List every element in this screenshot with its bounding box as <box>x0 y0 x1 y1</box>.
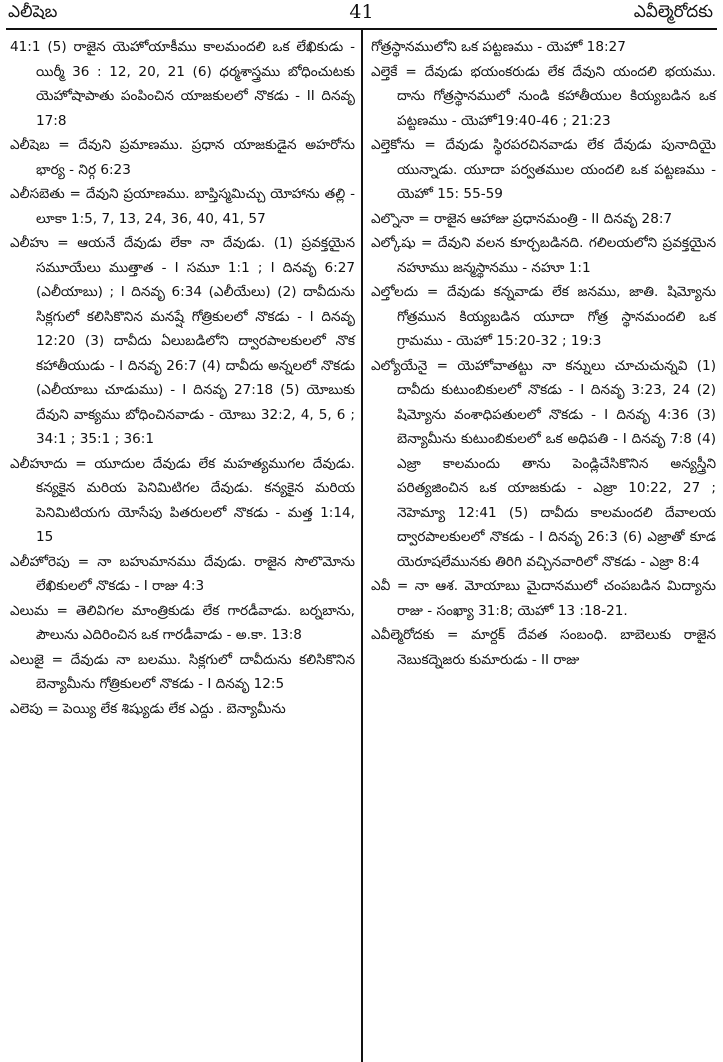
entry-eltolad: ఎల్తోలదు = దేవుడు కన్నవాడు లేక జనము, జాతి. షిమ్యోను గోత్రమున కియ్యబడిన యూదా గోత్ర స్థానమందలి ఒక గ్రామము - యెహో 15:20-32 ; 19:3 <box>371 284 716 349</box>
entry-eliud: ఎలీహూదు = యూదుల దేవుడు లేక మహత్యముగల దేవుడు. కన్యకైన మరియ పెనిమిటిగల దేవుడు. కన్యకైన మరియ పెనిమిటియగు యోసేపు పితరులలో నొకడు - మత్త 1:14, 15 <box>10 455 355 545</box>
entry-eleph: ఎలెపు = పెయ్యి లేక శిష్యుడు లేక ఎద్దు . బెన్యామీను <box>10 700 286 717</box>
entry-elihu: ఎలీహు = ఆయనే దేవుడు లేకా నా దేవుడు. (1) ప్రవక్తయైన సమూయేలు ముత్తాత - I సమూ 1:1 ; I దినవృ 6:27 (ఎలీయాబు) ; I దినవృ 6:34 (ఎలీయేలు) (2) దావీదును సిక్లగులో కలిసికొనిన మనష్షే గోత్రికులలో నొకడు - I దినవృ 12:20 (3) దావీదు ఏలుబడిలోని ద్వారపాలకులలో నొక కహాతీయుడు - I దినవృ 26:7 (4) దావీదు అన్నలలో నొకడు (ఎలీయాబు చూడుము) - I దినవృ 27:18 (5) యోబుకు దేవుని వాక్యము బోధించినవాడు - యోబు 32:2, 4, 5, 6 ; 34:1 ; 35:1 ; 36:1 <box>10 235 355 447</box>
entry-elnathan: ఎల్నొనా = రాజైన ఆహాజు ప్రధానమంత్రి - II దినవృ 28:7 <box>371 210 673 227</box>
entry-eltekeh: ఎల్తెకే = దేవుడు భయంకరుడు లేక దేవుని యందలి భయము. దాను గోత్రస్థానములో నుండి కహాతీయుల కియ్యబడిన ఒక పట్టణము - యెహో19:40-46 ; 21:23 <box>371 63 716 129</box>
entry-continued: 41:1 (5) రాజైన యెహోయాకీము కాలమందలి ఒక లేఖికుడు - యిర్మీ 36 : 12, 20, 21 (6) ధర్మశాస్త్రము బోధించుటకు యెహోషాపాతు పంపించిన యాజకులలో నొకడు - II దినవృ 17:8 <box>10 39 355 129</box>
entry-evi: ఎవీ = నా ఆశ. మోయాబు మైదానములో చంపబడిన మిద్యాను రాజు - సంఖ్యా 31:8; యెహో 13 :18-21. <box>371 578 716 619</box>
entry-continued-right: గోత్రస్థానములోని ఒక పట్టణము - యెహో 18:27 <box>371 39 626 55</box>
entry-elisabeth: ఎలీసబెతు = దేవుని ప్రయాణము. బాప్తిస్మమిచ్చు యోహాను తల్లి - లూకా 1:5, 7, 13, 24, 36, 40, 41, 57 <box>10 186 355 227</box>
entry-eluzai: ఎలుజై = దేవుడు నా బలము. సిక్లగులో దావీదును కలిసికొనిన బెన్యామీను గోత్రికులలో నొకడు - I దినవృ 12:5 <box>10 651 355 692</box>
page-number: 41 <box>349 1 374 23</box>
header-right-guideword: ఎవీల్మెరోదకు <box>633 2 713 22</box>
left-column <box>10 35 355 721</box>
entry-elioenai: ఎల్యోయేనై = యెహోవాతట్టు నా కన్నులు చూచుచున్నవి (1) దావీదు కుటుంబికులలో నొకడు - I దినవృ 3:23, 24 (2) షిమ్యోను వంశాధిపతులలో నొకడు - I దినవృ 4:36 (3) బెన్యామీను కుటుంబికులలో ఒక అధిపతి - I దినవృ 7:8 (4) ఎజ్రా కాలమందు తాను పెండ్లిచేసికొనిన అన్యస్త్రీని పరిత్యజించిన ఒక యాజకుడు - ఎజ్రా 10:22, 27 ; నెహెమ్యా 12:41 (5) దావీదు కాలమందలి దేవాలయ ద్వారపాలకులలో నొకడు - I దినవృ 26:3 (6) ఎజ్రాతో కూడ యెరూషలేమునకు తిరిగి వచ్చినవారిలో నొకడు - ఎజ్రా 8:4 <box>371 357 716 570</box>
entry-evil-merodach: ఎవీల్మెరోదకు = మార్దక్ దేవత సంబంధి. బాబెలుకు రాజైన నెబుకద్నెజరు కుమారుడు - II రాజు <box>371 627 716 668</box>
entry-elihoreph: ఎలీహోరెపు = నా బహుమానము దేవుడు. రాజైన సొలొమోను లేఖికులలో నొకడు - I రాజు 4:3 <box>10 553 355 594</box>
column-divider <box>361 30 363 1062</box>
entry-elymas: ఎలుమ = తెలివిగల మాంత్రికుడు లేక గారడీవాడు. బర్నబాను, పౌలును ఎదిరించిన ఒక గారడీవాడు - అ.కా. 13:8 <box>10 602 355 643</box>
right-column <box>371 35 716 672</box>
entry-elisheba: ఎలీషెబ = దేవుని ప్రమాణము. ప్రధాన యాజకుడైన అహరోను భార్య - నిర్గ 6:23 <box>10 137 355 178</box>
entry-eltekon: ఎల్తెకోను = దేవుడు స్థిరపరచినవాడు లేక దేవుడు పునాదియై యున్నాడు. యూదా పర్వతముల యందలి ఒక పట్టణము - యెహో 15: 55-59 <box>371 137 716 202</box>
entry-elkosh: ఎల్కోషు = దేవుని వలన కూర్చబడినది. గలిలయలోని ప్రవక్తయైన నహూము జన్మస్థానము - నహూ 1:1 <box>371 235 716 276</box>
header-left-guideword: ఎలీషెబ <box>8 2 58 22</box>
